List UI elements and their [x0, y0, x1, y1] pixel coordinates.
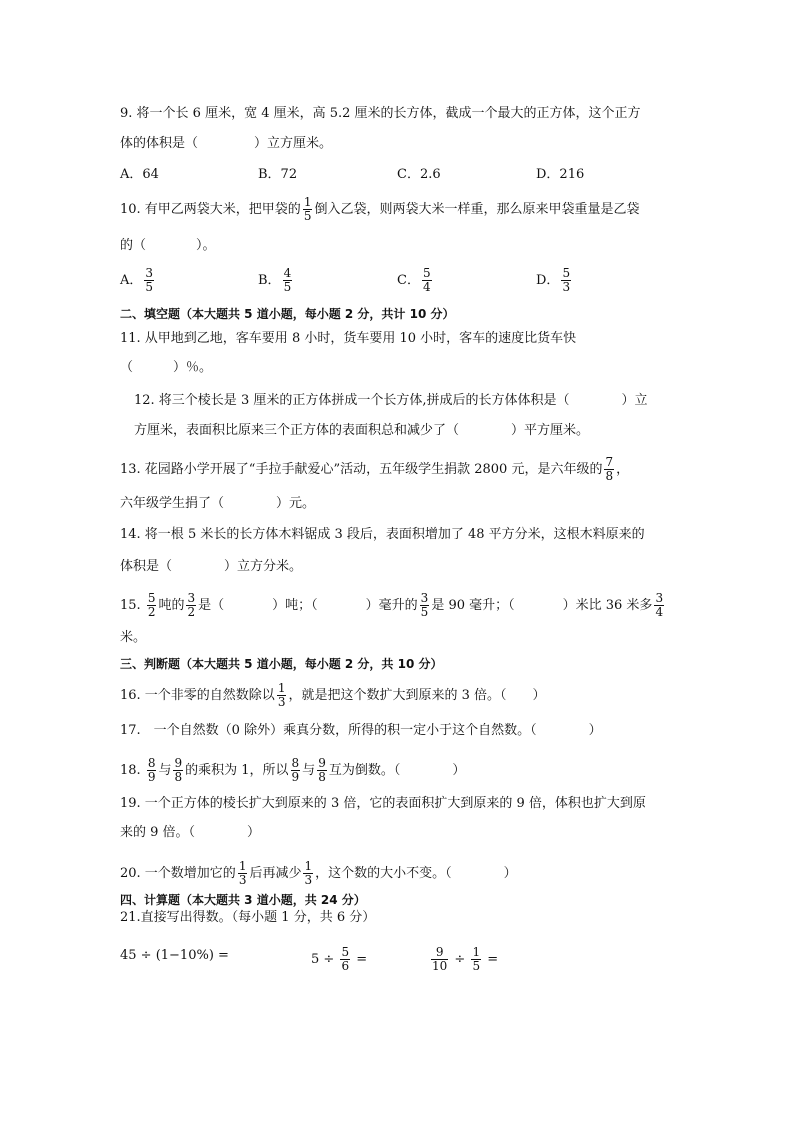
q18-text: 互为倒数。（ ） — [328, 763, 466, 778]
q10-option-a[interactable] — [120, 267, 156, 294]
option-label: A． — [120, 273, 143, 288]
q11-line1: 11. 从甲地到乙地，客车要用 8 小时，货车要用 10 小时，客车的速度比货车快 — [120, 331, 577, 346]
q20-text: 后再减少 — [249, 866, 302, 881]
fraction — [604, 456, 614, 483]
q12-stem-a: 12. 将三个棱长是 3 厘米的正方体拼成一个长方体,拼成后的长方体体积是（ — [134, 393, 570, 408]
fraction — [340, 946, 350, 973]
q10-line2 — [120, 236, 216, 256]
q15-text: 吨的 — [158, 598, 185, 613]
q14-line2 — [120, 557, 302, 577]
denominator: 5 — [145, 280, 154, 294]
numerator: 1 — [304, 859, 313, 873]
section-heading-true-false: 三、判断题（本大题共 5 道小题，每小题 2 分，共 10 分） — [120, 657, 443, 671]
q21-expr-2 — [311, 946, 367, 973]
q15-line1 — [120, 592, 666, 619]
q21-text: ÷ — [450, 952, 470, 967]
fraction — [186, 592, 196, 619]
denominator: 8 — [318, 770, 326, 784]
fraction — [283, 267, 293, 294]
fraction — [173, 757, 183, 784]
q10-stem-b: ）。 — [196, 238, 216, 253]
denominator: 5 — [303, 209, 312, 223]
numerator: 8 — [291, 756, 300, 770]
option-label: C． — [397, 273, 420, 288]
q21-text: = — [483, 952, 499, 967]
fraction — [291, 757, 301, 784]
q13-stem-b: ）元。 — [276, 496, 316, 511]
q10-stem-pre: 10. 有甲乙两袋大米，把甲袋的 — [120, 202, 301, 217]
q15-text: ）米比 36 米多 — [562, 598, 653, 613]
numerator: 9 — [318, 756, 326, 770]
q16-text: ，就是把这个数扩大到原来的 3 倍。（ ） — [288, 688, 546, 703]
q9-line2 — [120, 134, 332, 154]
option-label: D． — [536, 273, 560, 288]
q14-stem-b: ）立方分米。 — [224, 559, 303, 574]
q13-stem-pre: 13. 花园路小学开展了“手拉手献爱心”活动，五年级学生捐款 2800 元，是六年级的 — [120, 462, 603, 477]
numerator: 5 — [562, 266, 571, 280]
denominator: 8 — [174, 770, 183, 784]
section-heading-calculation: 四、计算题（本大题共 3 道小题，共 24 分） — [120, 893, 366, 907]
q12-stem-b: ）立 — [621, 393, 648, 408]
numerator: 1 — [303, 195, 312, 209]
denominator: 3 — [562, 280, 571, 294]
numerator: 4 — [283, 266, 292, 280]
q15-text: ）毫升的 — [365, 598, 418, 613]
q16 — [120, 682, 546, 709]
q11-stem-a: （ — [120, 360, 134, 375]
q14-line1: 14. 将一根 5 米长的长方体木料锯成 3 段后，表面积增加了 48 平方分米，这根木料原来的 — [120, 527, 645, 542]
numerator: 1 — [277, 681, 286, 695]
numerator: 9 — [431, 946, 448, 960]
fraction — [303, 196, 313, 223]
section-heading-fill-in: 二、填空题（本大题共 5 道小题，每小题 2 分，共计 10 分） — [120, 307, 455, 321]
q12-line2 — [134, 421, 589, 441]
numerator: 8 — [147, 756, 156, 770]
q9-line1: 9. 将一个长 6 厘米，宽 4 厘米，高 5.2 厘米的长方体，截成一个最大的正方体，这个正方 — [120, 106, 641, 121]
fraction — [303, 860, 313, 887]
q18-text: 的乘积为 1，所以 — [185, 763, 289, 778]
q13-line2 — [120, 494, 315, 514]
q9-option-c[interactable]: C．2.6 — [397, 167, 441, 182]
q13-line1 — [120, 456, 629, 483]
q9-stem-a: 体的体积是（ — [120, 136, 199, 151]
fraction — [147, 592, 157, 619]
numerator: 5 — [341, 945, 350, 959]
q10-stem-post: 倒入乙袋，则两袋大米一样重，那么原来甲袋重量是乙袋 — [314, 202, 640, 217]
denominator: 3 — [277, 695, 286, 709]
q21-expr-3 — [429, 946, 498, 973]
q10-line1 — [120, 196, 639, 223]
q12-stem-d: ）平方厘米。 — [511, 423, 590, 438]
denominator: 6 — [341, 959, 350, 973]
fraction — [147, 757, 157, 784]
denominator: 2 — [187, 605, 196, 619]
q15-text: 是 90 毫升；（ — [431, 598, 515, 613]
q21-expr-1: 45 ÷ (1−10%) = — [120, 948, 229, 963]
q18 — [120, 757, 465, 784]
fraction — [144, 267, 154, 294]
q15-line2: 米。 — [120, 630, 147, 645]
denominator: 9 — [147, 770, 156, 784]
q21-text: 5 ÷ — [311, 952, 339, 967]
q18-text: 与 — [302, 763, 316, 778]
question-number: 15. — [120, 598, 141, 613]
q19-line2: 来的 9 倍。（ ） — [120, 825, 261, 840]
q10-option-b[interactable] — [258, 267, 294, 294]
denominator: 9 — [291, 770, 300, 784]
fraction — [422, 267, 432, 294]
q9-stem-b: ）立方厘米。 — [254, 136, 333, 151]
fraction — [471, 946, 481, 973]
option-label: B． — [258, 273, 281, 288]
denominator: 10 — [432, 959, 448, 973]
q15-text: 是（ — [198, 598, 225, 613]
denominator: 5 — [472, 959, 481, 973]
numerator: 3 — [655, 591, 664, 605]
fraction — [238, 860, 248, 887]
q9-option-b[interactable]: B．72 — [258, 167, 298, 182]
q9-option-a[interactable]: A．64 — [120, 167, 159, 182]
denominator: 3 — [304, 873, 313, 887]
denominator: 5 — [283, 280, 292, 294]
fraction — [431, 946, 448, 973]
numerator: 7 — [605, 455, 614, 469]
q20 — [120, 860, 517, 887]
denominator: 2 — [147, 605, 156, 619]
numerator: 3 — [145, 266, 154, 280]
fraction — [654, 592, 664, 619]
q15-text: ）吨；（ — [272, 598, 318, 613]
q21-text: = — [352, 952, 368, 967]
denominator: 5 — [420, 605, 429, 619]
q11-line2 — [120, 358, 212, 378]
q20-text: ，这个数的大小不变。（ ） — [315, 866, 517, 881]
q10-option-d[interactable] — [536, 267, 573, 294]
numerator: 9 — [174, 756, 183, 770]
q12-line1 — [134, 391, 648, 411]
fraction — [317, 757, 327, 784]
q20-text: 20. 一个数增加它的 — [120, 866, 236, 881]
numerator: 5 — [147, 591, 156, 605]
numerator: 5 — [422, 266, 431, 280]
q14-stem-a: 体积是（ — [120, 559, 173, 574]
numerator: 1 — [472, 945, 481, 959]
q9-option-d[interactable]: D．216 — [536, 167, 585, 182]
denominator: 4 — [655, 605, 664, 619]
numerator: 3 — [187, 591, 196, 605]
q18-text: 与 — [158, 763, 172, 778]
q12-stem-c: 方厘米，表面积比原来三个正方体的表面积总和减少了（ — [134, 423, 460, 438]
denominator: 8 — [605, 469, 614, 483]
denominator: 4 — [422, 280, 431, 294]
q13-stem-a: 六年级学生捐了（ — [120, 496, 225, 511]
question-number: 18. — [120, 763, 141, 778]
q19-line1: 19. 一个正方体的棱长扩大到原来的 3 倍，它的表面积扩大到原来的 9 倍，体积也扩大到原 — [120, 796, 646, 811]
fraction — [277, 682, 287, 709]
fraction — [420, 592, 430, 619]
q21-title: 21.直接写出得数。（每小题 1 分，共 6 分） — [120, 910, 376, 925]
q11-stem-b: ）％。 — [173, 360, 213, 375]
q17: 17. 一个自然数（0 除外）乘真分数，所得的积一定小于这个自然数。（ ） — [120, 723, 602, 738]
q10-stem-a: 的（ — [120, 238, 147, 253]
q10-option-c[interactable] — [397, 267, 434, 294]
denominator: 3 — [238, 873, 247, 887]
q13-stem-post: ， — [616, 462, 630, 477]
fraction — [561, 267, 571, 294]
numerator: 1 — [238, 859, 247, 873]
q16-text: 16. 一个非零的自然数除以 — [120, 688, 275, 703]
numerator: 3 — [420, 591, 429, 605]
